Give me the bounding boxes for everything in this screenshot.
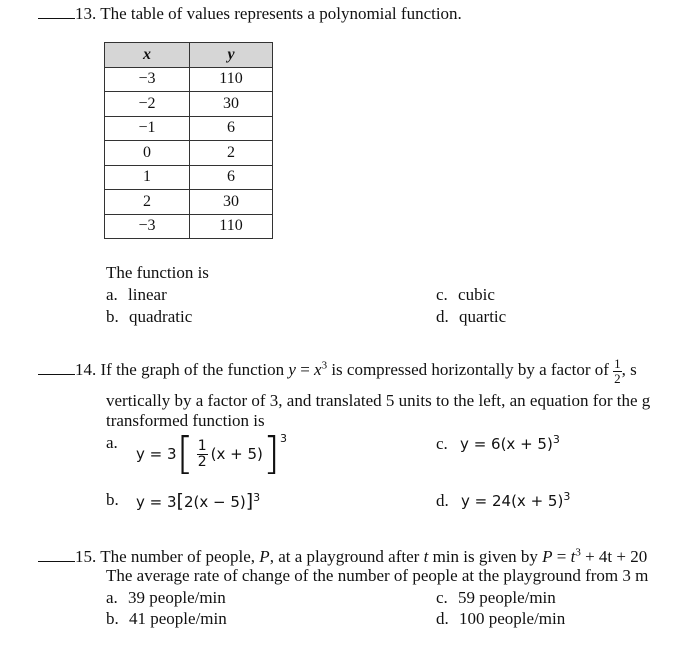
table-header-row — [105, 43, 273, 68]
table-cell-x: −3 — [105, 67, 190, 92]
table-row — [105, 116, 273, 141]
choice-letter: c. — [436, 434, 448, 453]
choice-text: 59 people/min — [458, 588, 556, 607]
choice-15b[interactable] — [106, 609, 227, 629]
table-cell-x: 1 — [105, 165, 190, 190]
choice-text: quadratic — [129, 307, 193, 326]
choice-letter: c. — [436, 285, 448, 304]
choice-text: cubic — [458, 285, 495, 304]
question-15-number: 15. — [75, 547, 97, 566]
table-row — [105, 165, 273, 190]
choice-letter: d. — [436, 491, 449, 510]
choice-text: 39 people/min — [128, 588, 226, 607]
question-13-prompt: The function is — [106, 263, 209, 282]
choice-14a[interactable] — [106, 433, 118, 453]
choice-letter: a. — [106, 285, 118, 304]
question-15-line2: The average rate of change of the number of people at the playground from 3 m — [106, 566, 649, 585]
question-14-header — [38, 357, 637, 385]
choice-letter: c. — [436, 588, 448, 607]
question-14-stem: If the graph of the function $y = x^3$ is compressed horizontally by a factor of $\frac{1}{2}$ , s — [100, 356, 637, 386]
table-cell-x: −3 — [105, 214, 190, 239]
choice-text: 100 people/min — [459, 609, 566, 628]
choice-letter: d. — [436, 609, 449, 628]
choice-letter: b. — [106, 609, 119, 628]
choice-letter: a. — [106, 433, 118, 452]
choice-14d[interactable] — [436, 490, 570, 511]
table-cell-x: −1 — [105, 116, 190, 141]
choice-13c[interactable] — [436, 285, 495, 305]
choice-13b[interactable] — [106, 307, 192, 327]
choice-letter: d. — [436, 307, 449, 326]
table-cell-y: 30 — [190, 190, 273, 215]
table-cell-y: 6 — [190, 116, 273, 141]
choice-text: quartic — [459, 307, 507, 326]
choice-14d-expression: $y = 24(x + 5)^3$ — [461, 490, 571, 510]
choice-14c[interactable] — [436, 433, 560, 454]
question-14-line3: transformed function is — [106, 411, 265, 430]
choice-14b[interactable] — [106, 490, 119, 510]
table-cell-y: 2 — [190, 141, 273, 166]
question-15-stem: The number of people, P, at a playground after t min is given by $P = t^3 + 4t + 20$ — [100, 546, 648, 566]
table-cell-y: 6 — [190, 165, 273, 190]
choice-13d[interactable] — [436, 307, 506, 327]
choice-text: 41 people/min — [129, 609, 227, 628]
table-cell-y: 110 — [190, 214, 273, 239]
table-row — [105, 190, 273, 215]
table-cell-x: 2 — [105, 190, 190, 215]
question-13-header — [38, 2, 462, 24]
table-cell-y: 110 — [190, 67, 273, 92]
table-cell-x: 0 — [105, 141, 190, 166]
choice-letter: a. — [106, 588, 118, 607]
choice-14c-expression: $y = 6(x + 5)^3$ — [460, 433, 560, 453]
answer-blank-14[interactable] — [38, 358, 75, 375]
question-13-number: 13. — [75, 4, 97, 23]
choice-13a[interactable] — [106, 285, 167, 305]
choice-14b-expression: $y = 3[2(x - 5)]^3$ — [136, 490, 261, 512]
choice-15a[interactable] — [106, 588, 226, 608]
table-cell-x: −2 — [105, 92, 190, 117]
choice-letter: b. — [106, 490, 119, 509]
table-row — [105, 67, 273, 92]
answer-blank-15[interactable] — [38, 545, 75, 562]
table-row — [105, 92, 273, 117]
question-13-stem: The table of values represents a polynomial function. — [100, 4, 462, 23]
table-header-y: y — [190, 43, 273, 68]
fraction-one-half: $\frac{1}{2}$ — [614, 356, 621, 386]
choice-15d[interactable] — [436, 609, 565, 629]
choice-letter: b. — [106, 307, 119, 326]
table-row — [105, 214, 273, 239]
values-table — [104, 42, 273, 239]
choice-15c[interactable] — [436, 588, 556, 608]
answer-blank-13[interactable] — [38, 2, 75, 19]
table-row — [105, 141, 273, 166]
question-14-line2: vertically by a factor of 3, and translated 5 units to the left, an equation for the g — [106, 391, 651, 410]
question-15-header — [38, 545, 647, 567]
choice-text: linear — [128, 285, 167, 304]
table-header-x: x — [105, 43, 190, 68]
table-cell-y: 30 — [190, 92, 273, 117]
choice-14a-expression: y = 3 [ $\frac{1}{2}$ (x + 5) ] $^3$ — [136, 428, 288, 479]
question-14-number: 14. — [75, 360, 97, 380]
